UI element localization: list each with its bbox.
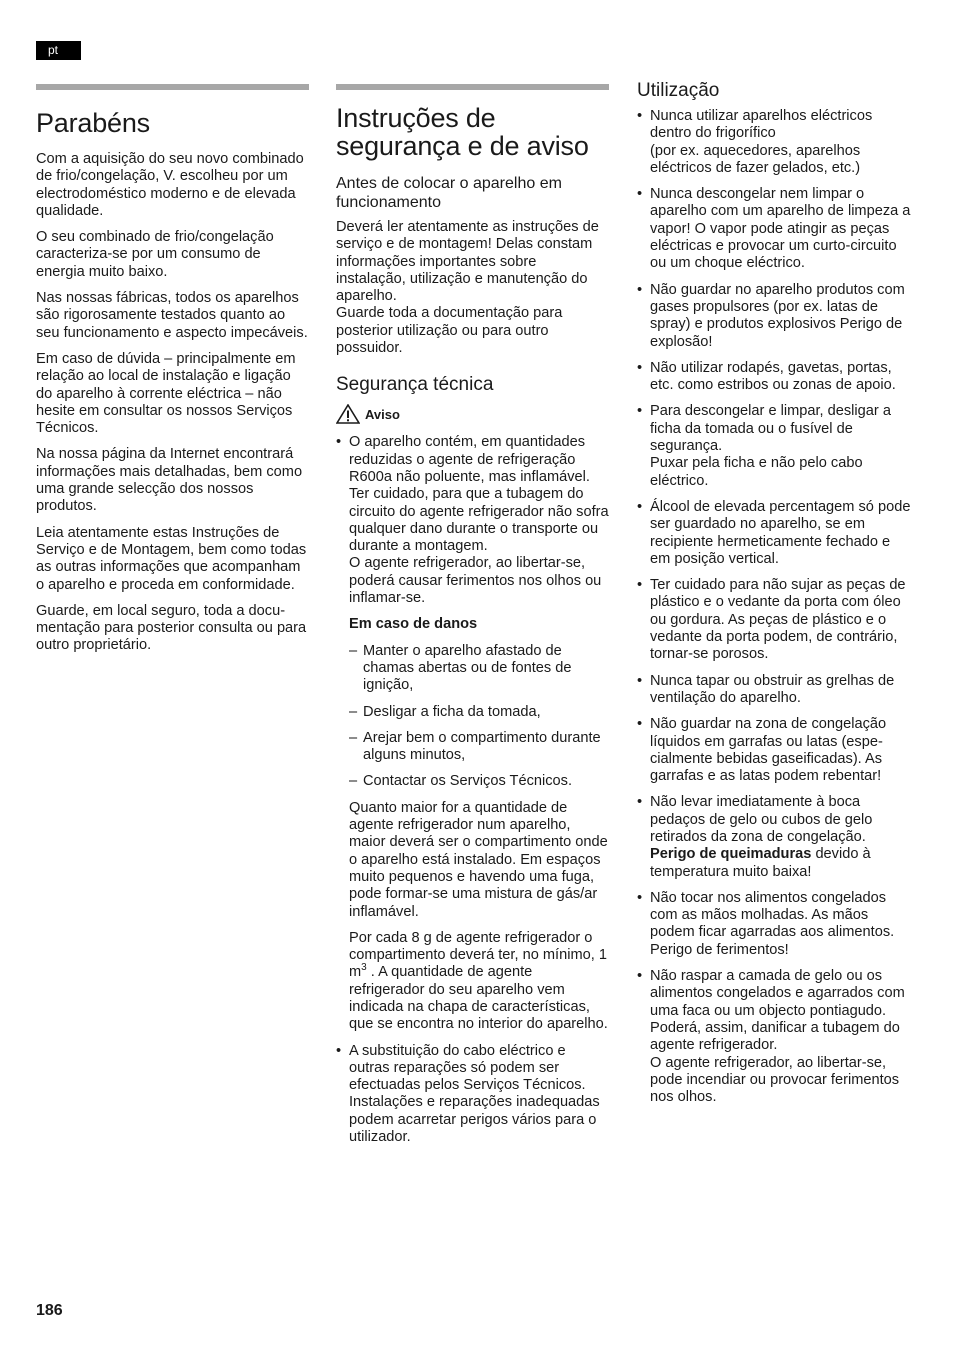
list-item: • Não guardar no aparelho produtos com gases propulsores (por ex. latas de spray) e produtos explosivos Perigo de explosão! bbox=[637, 282, 912, 351]
section-rule bbox=[336, 84, 609, 90]
list-item: • A substituição do cabo eléctrico e outras reparações só podem ser efectuadas pelos Serviços Técnicos. Instalações e reparações inadequadas podem acarretar perigos vários para o utilizador. bbox=[336, 1043, 609, 1147]
paragraph bbox=[349, 930, 609, 1034]
list-item: • Não tocar nos alimentos congelados com as mãos molhadas. As mãos podem ficar agarradas aos alimentos. Perigo de ferimentos! bbox=[637, 890, 912, 959]
list-item bbox=[637, 108, 912, 177]
item-text: O agente refrigerador, ao libertar-se, poderá causar ferimentos nos olhos ou inflamar-se. bbox=[349, 555, 602, 607]
section-title-technical-safety: Segurança técnica bbox=[336, 374, 494, 396]
section-rule bbox=[36, 84, 309, 90]
column-congratulations bbox=[36, 84, 309, 664]
paragraph: Guarde toda a documentação para posterior utilização ou para outro possuidor. bbox=[336, 305, 563, 357]
paragraph: Em caso de dúvida – principalmente em relação ao local de instalação e ligação do aparelho à corrente eléctrica – não hesite em consultar os nossos Serviços Técnicos. bbox=[36, 350, 296, 437]
safety-bullet-list bbox=[336, 1043, 609, 1147]
list-item bbox=[637, 403, 912, 489]
text-span: . A quantidade de agente refrigerador do seu aparelho vem indicada na chapa de características, que se encontra no interior do aparelho. bbox=[349, 964, 608, 1033]
paragraph: Quanto maior for a quantidade de agente refrigerador num aparelho, maior deverá ser o compartimento onde o aparelho está instalado. Em espaços muito pequenos e havendo uma fuga, pode formar-se uma mistura de gás/ar inflamável. bbox=[349, 799, 608, 920]
damage-list bbox=[349, 643, 609, 791]
list-item: • Ter cuidado para não sujar as peças de plástico e o vedante da porta com óleo ou gordura. As peças de plástico e o vedante da porta podem, de contrário, tornar-se porosos. bbox=[637, 577, 912, 663]
damage-title: Em caso de danos bbox=[349, 616, 478, 633]
paragraph: Nas nossas fábricas, todos os aparelhos são rigorosamente testados quanto ao seu funcionamento e aspecto impecáveis. bbox=[36, 290, 308, 341]
item-text: devido à temperatura muito baixa! bbox=[650, 846, 871, 880]
page-title-safety bbox=[336, 104, 609, 160]
page-title-congratulations: Parabéns bbox=[36, 108, 150, 138]
section-title-usage: Utilização bbox=[637, 80, 720, 101]
list-item: • Nunca descongelar nem limpar o aparelho com um aparelho de limpeza a vapor! O vapor pode atingir as peças eléctricas e provocar um curto-circuito ou um choque eléctrico. bbox=[637, 186, 912, 272]
page-number: 186 bbox=[36, 1302, 63, 1319]
title-line: Instruções de bbox=[336, 103, 496, 133]
list-item: – Manter o aparelho afastado de chamas abertas ou de fontes de ignição, bbox=[349, 643, 609, 695]
list-item: – Desligar a ficha da tomada, bbox=[349, 704, 609, 721]
list-item: • Não utilizar rodapés, gavetas, portas, etc. como estribos ou zonas de apoio. bbox=[637, 360, 912, 395]
column-safety bbox=[336, 84, 609, 1155]
list-item: – Arejar bem o compartimento durante alguns minutos, bbox=[349, 730, 609, 765]
title-line: segurança e de aviso bbox=[336, 131, 589, 161]
safety-bullet-list bbox=[336, 434, 609, 607]
item-text: O aparelho contém, em quantidades reduzidas o agente de refrigeração R600a não poluente, mas inflamável. Ter cuidado, para que a tubagem do circuito do agente refrigerador não sofra qualquer dano durante o transporte ou durante a montagem. bbox=[349, 434, 609, 555]
paragraph: Na nossa página da Internet encontrará informações mais detalhadas, bem como uma grande selecção dos nossos produtos. bbox=[36, 446, 303, 515]
paragraph: Deverá ler atentamente as instruções de serviço e de montagem! Delas constam informações importantes sobre instalação, utilização e manutenção do aparelho. bbox=[336, 219, 599, 305]
paragraph: Com a aquisição do seu novo combinado de frio/congelação, V. escolheu por um electrodoméstico moderno e de elevada qualidade. bbox=[36, 151, 304, 219]
paragraph: Leia atentamente estas Instruções de Serviço e de Montagem, bem como todas as outras informações que acompanham o aparelho e proceda em conformidade. bbox=[36, 524, 307, 593]
text-span: Por cada 8 g de agente refrigerador o compartimento deverá ter, no mínimo, 1 m bbox=[349, 929, 607, 981]
warning-label: Aviso bbox=[365, 406, 400, 422]
item-text: Para descongelar e limpar, desligar a ficha da tomada ou o fusível de segurança. bbox=[650, 403, 891, 455]
column-usage bbox=[637, 80, 912, 1115]
language-tag: pt bbox=[36, 41, 81, 60]
superscript: 3 bbox=[361, 962, 367, 974]
list-item: • Álcool de elevada percentagem só pode ser guardado no aparelho, se em recipiente hermeticamente fechado e em posição vertical. bbox=[637, 499, 912, 568]
list-item bbox=[637, 968, 912, 1106]
usage-bullet-list bbox=[637, 108, 912, 1106]
warning-heading bbox=[336, 404, 609, 424]
list-item: • Não guardar na zona de congelação líquidos em garrafas ou latas (especialmente bebidas gaseificadas). As garrafas e as latas podem rebentar! bbox=[637, 716, 912, 785]
warning-triangle-icon bbox=[336, 404, 360, 424]
item-text: Nunca utilizar aparelhos eléctricos dentro do frigorífico bbox=[650, 108, 873, 142]
paragraph: Guarde, em local seguro, toda a documentação para posterior consulta ou para outro proprietário. bbox=[36, 602, 307, 654]
list-item: – Contactar os Serviços Técnicos. bbox=[349, 773, 609, 790]
subtitle-before-use: Antes de colocar o aparelho em funcionamento bbox=[336, 175, 562, 211]
list-item: • Nunca tapar ou obstruir as grelhas de ventilação do aparelho. bbox=[637, 673, 912, 708]
item-text: Não levar imediatamente à boca pedaços de gelo ou cubos de gelo retirados da zona de congelação. bbox=[650, 794, 873, 845]
list-item bbox=[336, 434, 609, 607]
item-text: (por ex. aquecedores, aparelhos eléctricos de fazer gelados, etc.) bbox=[650, 142, 861, 176]
item-text-bold: Perigo de queimaduras bbox=[650, 846, 812, 863]
list-item bbox=[637, 794, 912, 880]
item-text: Não raspar a camada de gelo ou os alimentos congelados e agarrados com uma faca ou um objecto pontiagudo. Poderá, assim, danificar a tubagem do agente refrigerador. bbox=[650, 968, 905, 1054]
paragraph: O seu combinado de frio/congelação caracteriza-se por um consumo de energia muito baixo. bbox=[36, 229, 274, 280]
item-text: O agente refrigerador, ao libertar-se, pode incendiar ou provocar ferimentos nos olhos. bbox=[650, 1054, 900, 1106]
item-text: Puxar pela ficha e não pelo cabo eléctrico. bbox=[650, 455, 863, 489]
